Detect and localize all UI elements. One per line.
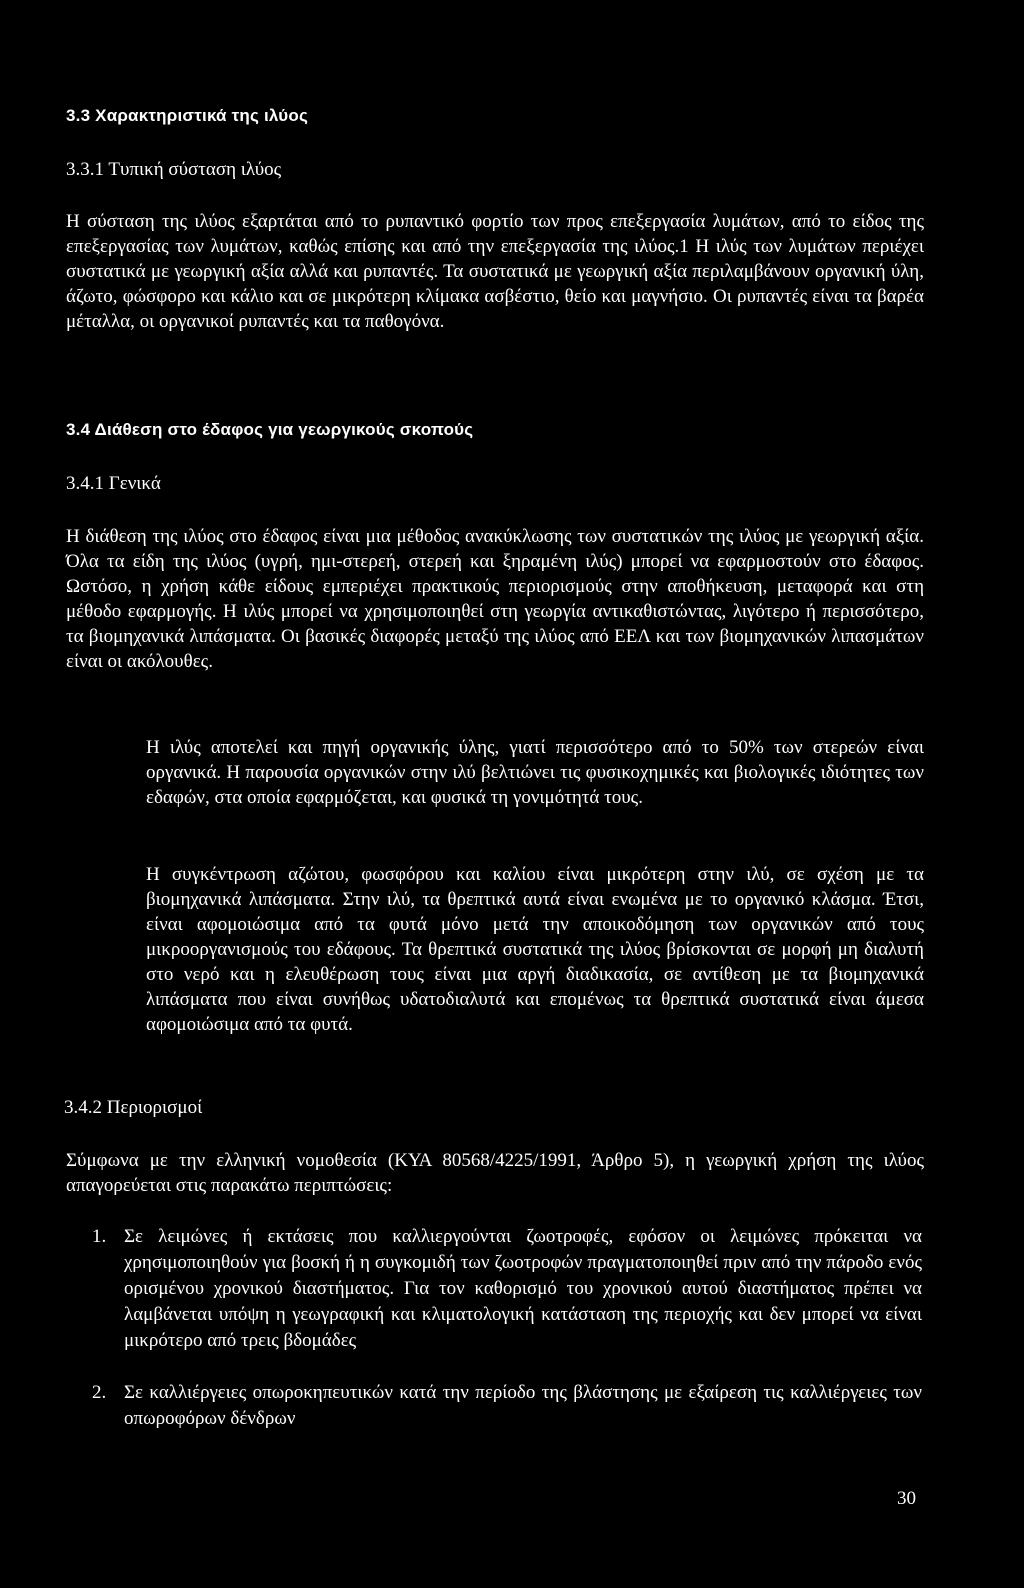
subsection-heading-3-4-2: 3.4.2 Περιορισμοί <box>64 1097 203 1118</box>
paragraph-restrictions-intro: Σύμφωνα με την ελληνική νομοθεσία (ΚΥΑ 80568/4225/1991, Άρθρο 5), η γεωργική χρήση της ιλύος απαγορεύεται στις παρακάτω περιπτώσεις: <box>66 1150 924 1196</box>
list-item-number: 1. <box>92 1226 107 1247</box>
paragraph-sludge-composition: Η σύσταση της ιλύος εξαρτάται από το ρυπαντικό φορτίο των προς επεξεργασία λυμάτων, από το είδος της επεξεργασίας των λυμάτων, καθώς επίσης και από την επεξεργασία της ιλύος.1 Η ιλύς των λυμάτων περιέχει συστατικά με γεωργική αξία αλλά και ρυπαντές. Τα συστατικά με γεωργική αξία περιλαμβάνουν οργανική ύλη, άζωτο, φώσφορο και κάλιο και σε μικρότερη κλίμακα ασβέστιο, θείο και μαγνήσιο. Οι ρυπαντές είναι τα βαρέα μέταλλα, οι οργανικοί ρυπαντές και τα παθογόνα. <box>66 211 924 332</box>
subsection-heading-3-3-1: 3.3.1 Τυπική σύσταση ιλύος <box>66 159 282 180</box>
paragraph-nutrients: Η συγκέντρωση αζώτου, φωσφόρου και καλίου είναι μικρότερη στην ιλύ, σε σχέση με τα βιομηχανικά λιπάσματα. Στην ιλύ, τα θρεπτικά αυτά είναι ενωμένα με το οργανικό κλάσμα. Έτσι, είναι αφομοιώσιμα από τα φυτά μόνο μετά την αποικοδόμηση των οργανικών από τους μικροοργανισμούς του εδάφους. Τα θρεπτικά συστατικά της ιλύος βρίσκονται σε μορφή μη διαλυτή στο νερό και η ελευθέρωση τους είναι μια αργή διαδικασία, σε αντίθεση με τα βιομηχανικά λιπάσματα που είναι συνήθως υδατοδιαλυτά και επομένως τα θρεπτικά συστατικά είναι άμεσα αφομοιώσιμα από τα φυτά. <box>146 864 924 1035</box>
page-number: 30 <box>897 1488 916 1509</box>
list-item <box>84 1224 922 1354</box>
list-item <box>84 1380 922 1432</box>
paragraph-organic-matter: Η ιλύς αποτελεί και πηγή οργανικής ύλης, γιατί περισσότερο από το 50% των στερεών είναι οργανικά. Η παρουσία οργανικών στην ιλύ βελτιώνει τις φυσικοχημικές και βιολογικές ιδιότητες των εδαφών, στα οποία εφαρμόζεται, και φυσικά τη γονιμότητά τους. <box>146 737 924 808</box>
subsection-heading-3-4-1: 3.4.1 Γενικά <box>66 473 161 494</box>
list-item-number: 2. <box>92 1382 107 1403</box>
list-item-text: Σε καλλιέργειες οπωροκηπευτικών κατά την περίοδο της βλάστησης με εξαίρεση τις καλλιέργειες των οπωροφόρων δένδρων <box>124 1382 922 1429</box>
section-heading-3-4: 3.4 Διάθεση στο έδαφος για γεωργικούς σκοπούς <box>66 420 474 439</box>
paragraph-land-disposal-general: Η διάθεση της ιλύος στο έδαφος είναι μια μέθοδος ανακύκλωσης των συστατικών της ιλύος με γεωργική αξία. Όλα τα είδη της ιλύος (υγρή, ημι-στερεή, στερεή και ξηραμένη ιλύς) μπορεί να εφαρμοστούν στο έδαφος. Ωστόσο, η χρήση κάθε είδους εμπεριέχει πρακτικούς περιορισμούς στην αποθήκευση, μεταφορά και στη μέθοδο εφαρμογής. Η ιλύς μπορεί να χρησιμοποιηθεί στη γεωργία αντικαθιστώντας, λιγότερο ή περισσότερο, τα βιομηχανικά λιπάσματα. Οι βασικές διαφορές μεταξύ της ιλύος από ΕΕΛ και των βιομηχανικών λιπασμάτων είναι οι ακόλουθες. <box>66 526 924 672</box>
list-item-text: Σε λειμώνες ή εκτάσεις που καλλιεργούνται ζωοτροφές, εφόσον οι λειμώνες πρόκειται να χρησιμοποιηθούν για βοσκή ή η συγκομιδή των ζωοτροφών πραγματοποιηθεί πριν από την πάροδο ενός ορισμένου χρονικού διαστήματος. Για τον καθορισμό του χρονικού αυτού διαστήματος πρέπει να λαμβάνεται υπόψη η γεωγραφική και κλιματολογική κατάσταση της περιοχής και δεν μπορεί να είναι μικρότερο από τρεις βδομάδες <box>124 1226 922 1351</box>
section-heading-3-3: 3.3 Χαρακτηριστικά της ιλύος <box>66 106 309 125</box>
restrictions-list <box>84 1224 922 1432</box>
